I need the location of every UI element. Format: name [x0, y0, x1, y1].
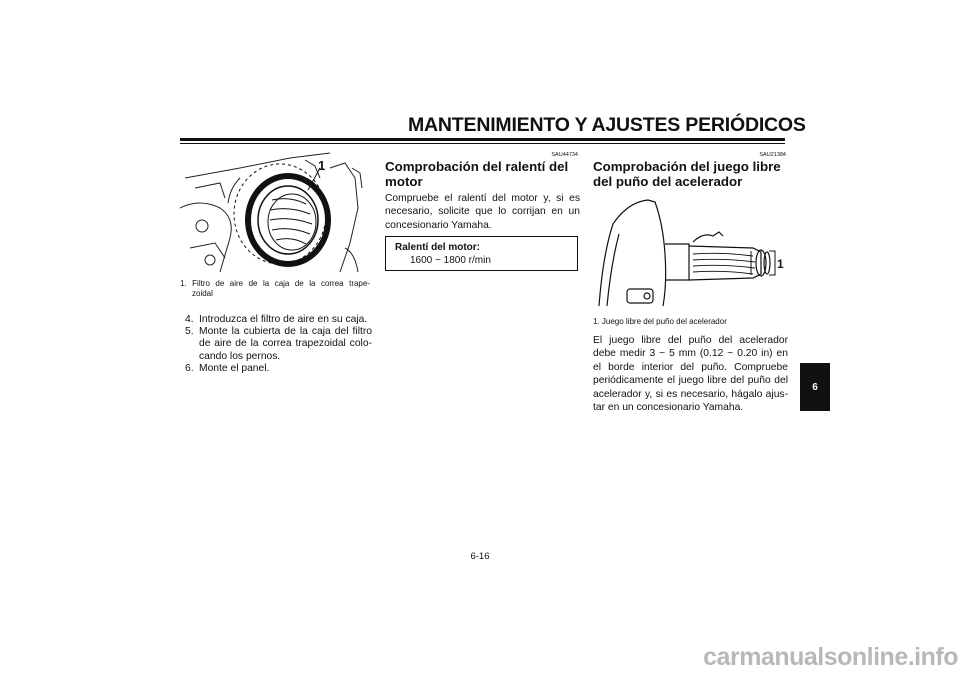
section-body: Compruebe el ralentí del motor y, si es necesario, solicite que lo corrijan en un concesionario Yamaha. [385, 193, 580, 231]
chapter-tab: 6 [800, 363, 830, 411]
air-filter-illustration [180, 148, 370, 272]
header-rule [180, 138, 785, 141]
spec-value: 1600 ~ 1800 r/min [410, 255, 491, 266]
list-item: 5. Monte la cubierta de la caja del filtro de aire de la correa trapezoidal colo-cando los pernos. [185, 326, 372, 362]
caption-line-1: 1. Filtro de aire de la caja de la correa trape- [180, 279, 370, 288]
header-rule-thin [180, 143, 785, 144]
throttle-grip-illustration [593, 194, 788, 312]
watermark: carmanualsonline.info [703, 643, 958, 671]
page-title: MANTENIMIENTO Y AJUSTES PERIÓDICOS [408, 114, 806, 136]
steps-list [180, 314, 372, 375]
figure-callout-1: 1 [777, 257, 784, 271]
page-number: 6-16 [470, 551, 490, 562]
figure-caption [180, 279, 370, 299]
section-code: SAU44734 [551, 152, 578, 158]
list-item: 6. Monte el panel. [185, 362, 270, 374]
section-body: El juego libre del puño del acelerador debe medir 3 ~ 5 mm (0.12 ~ 0.20 in) en el borde interior del puño. Compruebe periódicamente el juego libre del puño del acelerador y, si es necesario, hágalo ajus-tar en un concesionario Yamaha. [593, 335, 788, 414]
spec-box [385, 236, 578, 271]
list-item: 4. Introduzca el filtro de aire en su caja. [185, 314, 368, 325]
section-heading: Comprobación del juego libre del puño del acelerador [593, 159, 781, 189]
section-heading: Comprobación del ralentí del motor [385, 159, 569, 189]
figure-callout-1: 1 [318, 158, 326, 173]
caption-line-2: zoidal [192, 289, 213, 298]
spec-label: Ralentí del motor: [395, 242, 481, 253]
section-code: SAU21384 [759, 152, 786, 158]
figure-caption: 1. Juego libre del puño del acelerador [593, 317, 727, 326]
